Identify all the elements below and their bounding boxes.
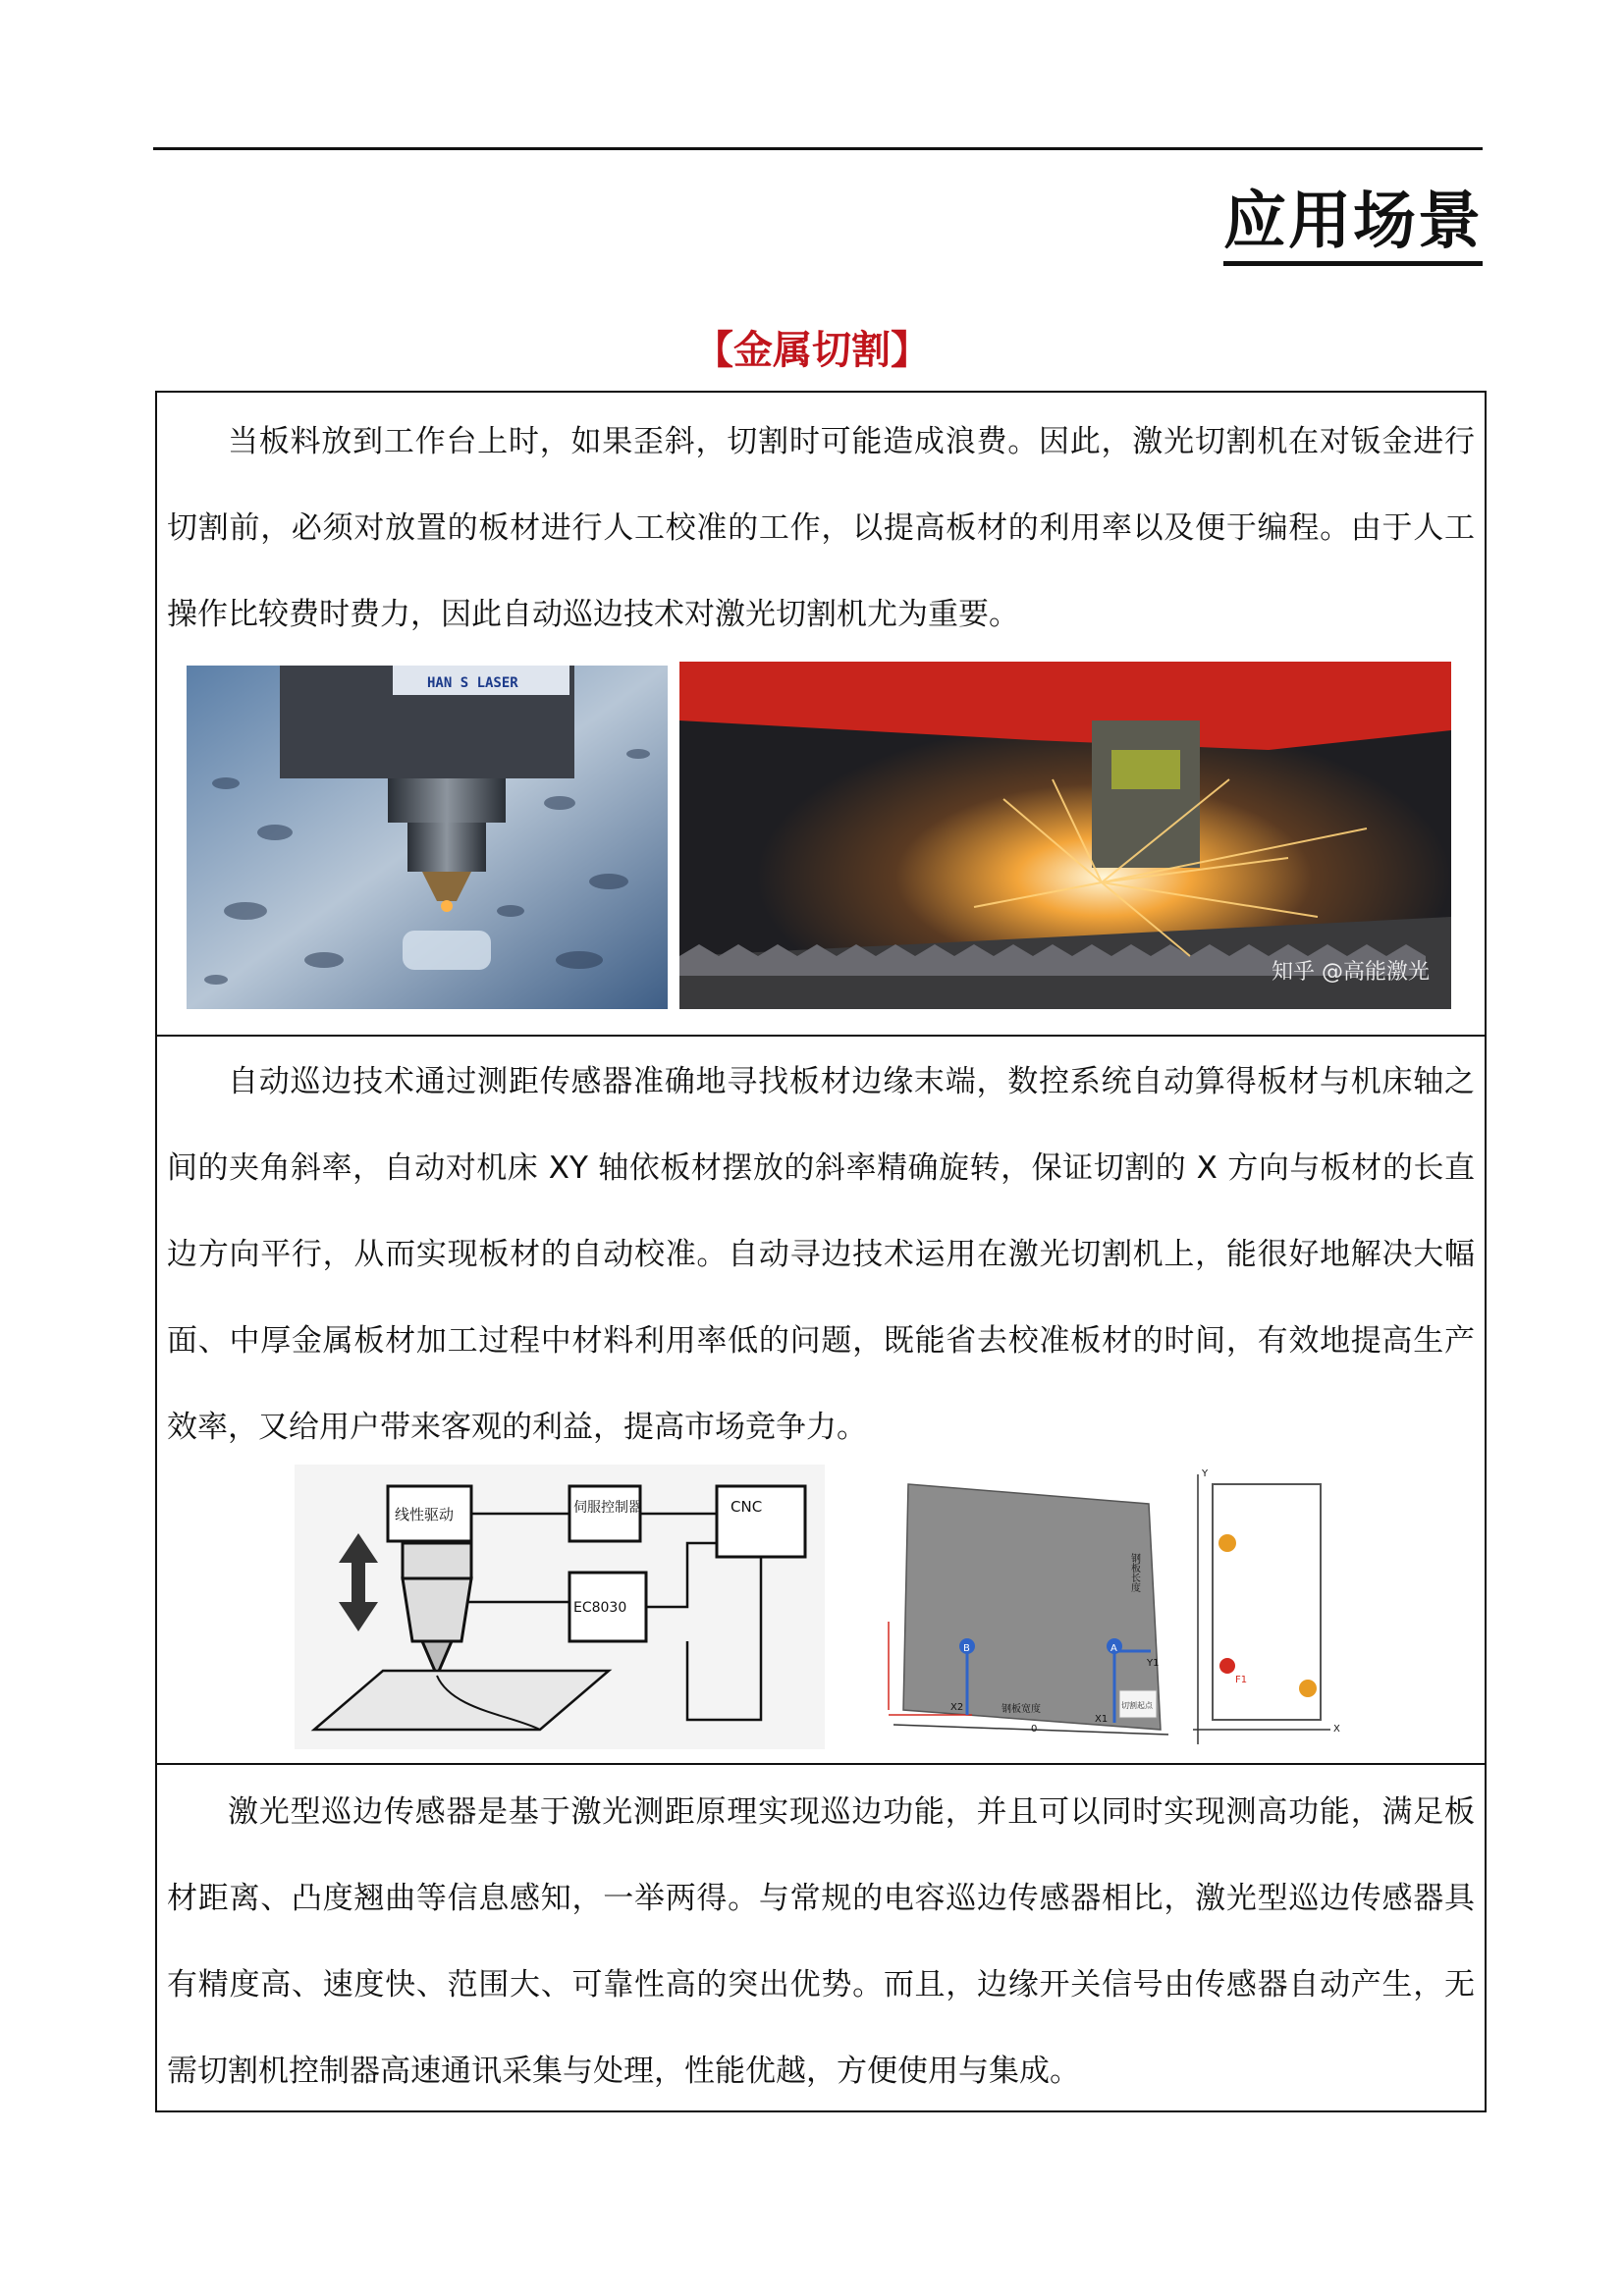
- cell-laser-edge-sensor: [157, 1765, 1485, 2110]
- laser-sparks-photo: [679, 662, 1451, 1009]
- label-origin: 0: [1031, 1724, 1038, 1735]
- section-title: 【金属切割】: [694, 328, 930, 373]
- axis-x-label: X: [1333, 1724, 1340, 1735]
- axis-y-label: Y: [1202, 1468, 1209, 1479]
- photo-source-label: 知乎 @高能激光: [1272, 960, 1430, 985]
- label-x2: X2: [950, 1702, 964, 1713]
- photo-row: [157, 666, 1485, 1039]
- label-x1: X1: [1095, 1714, 1109, 1725]
- edge-finding-schematic: [884, 1465, 1434, 1749]
- label-b: B: [963, 1643, 970, 1654]
- head-brand-label: HAN S LASER: [427, 675, 518, 691]
- content-table: [155, 391, 1487, 2112]
- control-block-svg: [295, 1465, 825, 1749]
- paragraph-edge-finding: 自动巡边技术通过测距传感器准确地寻找板材边缘末端，数控系统自动算得板材与机床轴之间的夹角斜率，自动对机床 XY 轴依板材摆放的斜率精确旋转，保证切割的 X 方向与板材的长直边方向平行，从而实现板材的自动校准。自动寻边技术运用在激光切割机上，能很好地解决大幅面、中厚金属板材加工过程中材料利用率低的问题，既能省去校准板材的时间，有效地提高生产效率，又给用户带来客观的利益，提高市场竞争力。: [167, 1064, 1475, 1445]
- box-servo-controller: 伺服控制器: [573, 1500, 642, 1516]
- label-y1: Y1: [1147, 1658, 1160, 1669]
- box-ec8030: EC8030: [573, 1600, 627, 1616]
- laser-head-image: [187, 666, 668, 1009]
- label-f1: F1: [1235, 1675, 1248, 1685]
- label-sheet-width: 钢板宽度: [1001, 1704, 1041, 1715]
- label-sheet-length: 钢板长度: [1128, 1553, 1140, 1592]
- label-cut-start: 切割起点: [1121, 1701, 1153, 1710]
- edge-schematic-svg: [884, 1465, 1434, 1749]
- box-linear-drive: 线性驱动: [395, 1506, 455, 1523]
- diagram-row: [157, 1470, 1485, 1755]
- label-a: A: [1110, 1643, 1117, 1654]
- page-title: 应用场景: [1223, 187, 1483, 266]
- cell-auto-edge-finding: [157, 1037, 1485, 1765]
- header-rule: [153, 147, 1483, 150]
- paragraph-intro: 当板料放到工作台上时，如果歪斜，切割时可能造成浪费。因此，激光切割机在对钣金进行切割前，必须对放置的板材进行人工校准的工作，以提高板材的利用率以及便于编程。由于人工操作比较费时费力，因此自动巡边技术对激光切割机尤为重要。: [167, 424, 1475, 632]
- paragraph-laser-sensor: 激光型巡边传感器是基于激光测距原理实现巡边功能，并且可以同时实现测高功能，满足板材距离、凸度翘曲等信息感知，一举两得。与常规的电容巡边传感器相比，激光型巡边传感器具有精度高、速度快、范围大、可靠性高的突出优势。而且，边缘开关信号由传感器自动产生，无需切割机控制器高速通讯采集与处理，性能优越，方便使用与集成。: [167, 1794, 1475, 2089]
- box-cnc: CNC: [731, 1498, 763, 1516]
- control-block-diagram: [295, 1465, 825, 1749]
- laser-head-photo: [187, 666, 668, 1009]
- cell-metal-cutting-intro: [157, 393, 1485, 1037]
